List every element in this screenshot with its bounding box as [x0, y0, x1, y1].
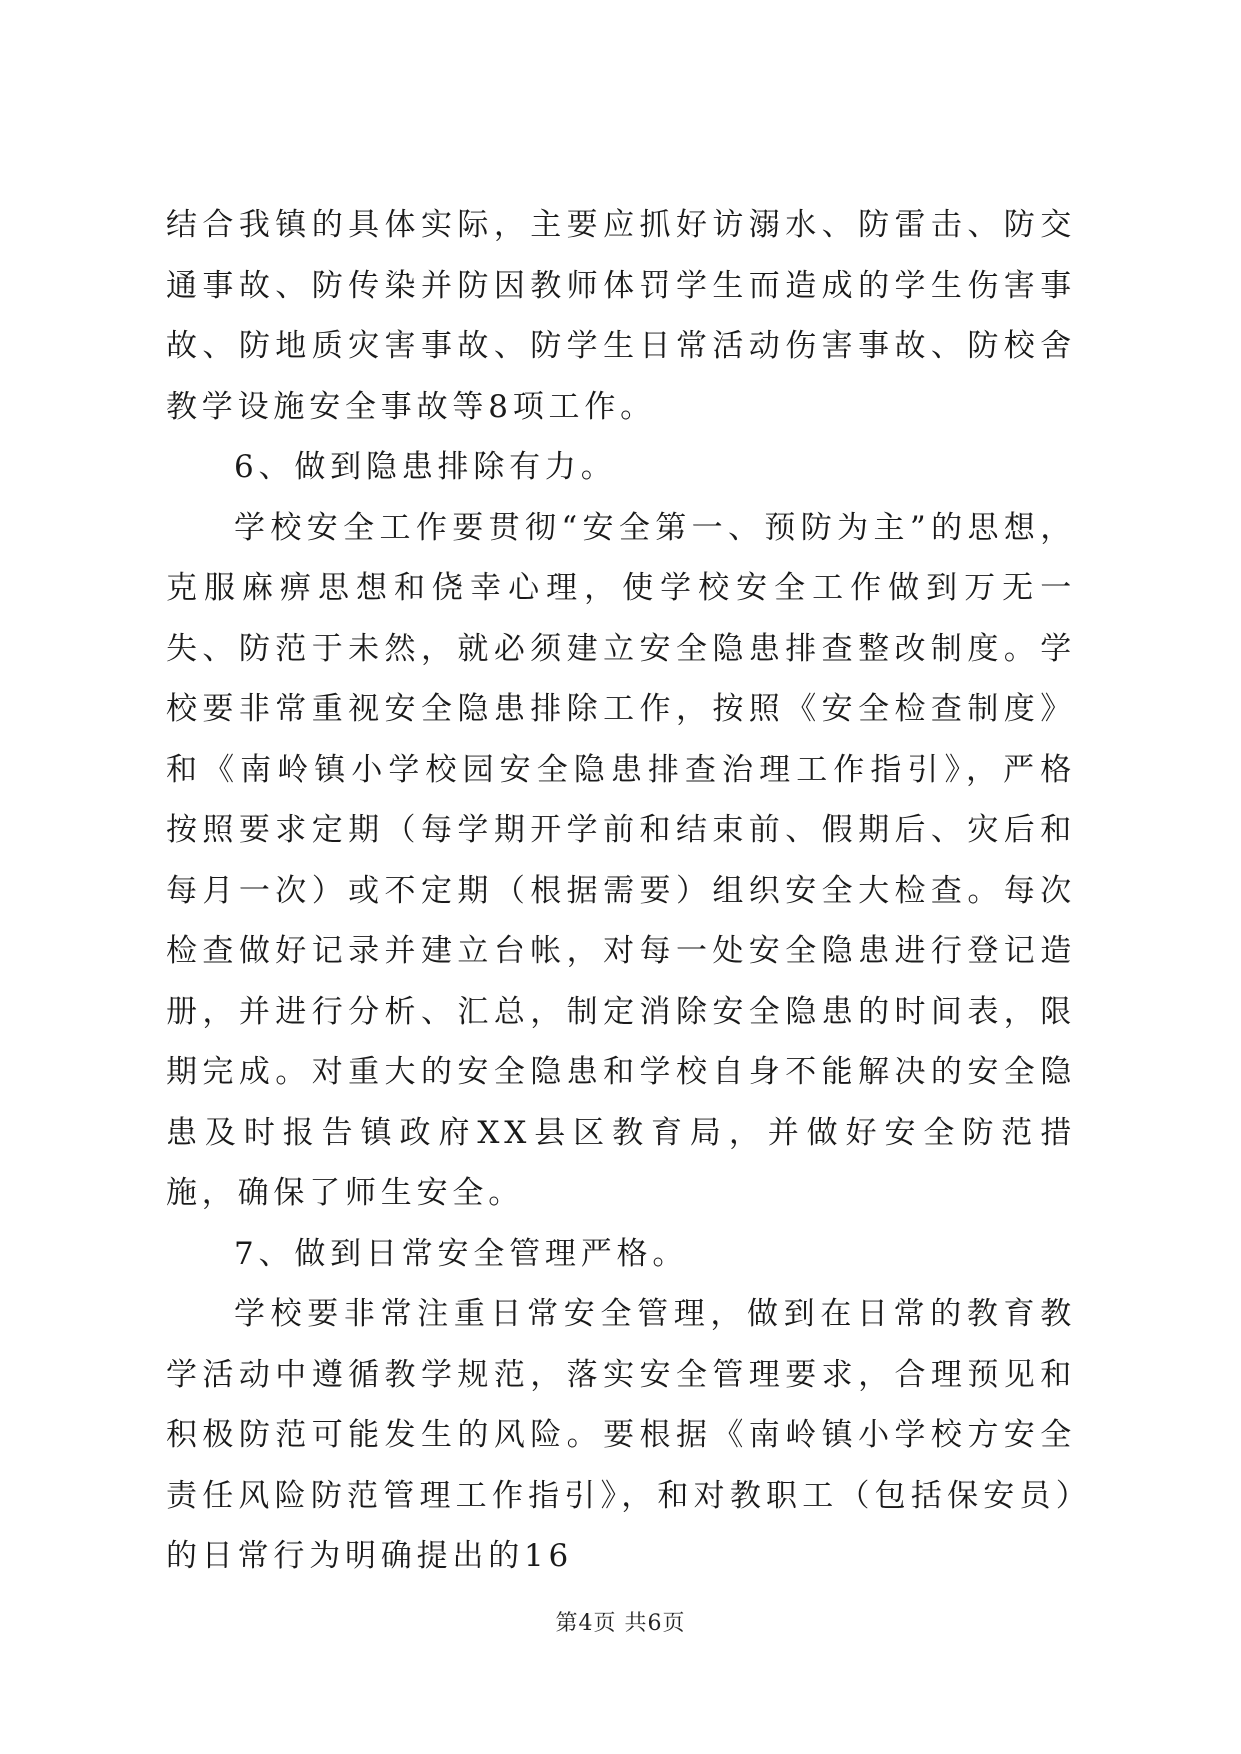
page-number-footer: 第4页 共6页: [555, 1611, 686, 1636]
section-heading-6: 6、做到隐患排除有力。: [234, 449, 617, 485]
paragraph-1: 结合我镇的具体实际，主要应抓好访溺水、防雷击、防交通事故、防传染并防因教师体罚学生而造成的学生伤害事故、防地质灾害事故、防学生日常活动伤害事故、防校舍教学设施安全事故等8项工作。: [166, 207, 1076, 425]
paragraph-hazard-elimination: 学校安全工作要贯彻“安全第一、预防为主”的思想，克服麻痹思想和侥幸心理，使学校安全工作做到万无一失、防范于未然，就必须建立安全隐患排查整改制度。学校要非常重视安全隐患排除工作，按照《安全检查制度》和《南岭镇小学校园安全隐患排查治理工作指引》，严格按照要求定期（每学期开学前和结束前、假期后、灾后和每月一次）或不定期（根据需要）组织安全大检查。每次检查做好记录并建立台帐，对每一处安全隐患进行登记造册，并进行分析、汇总，制定消除安全隐患的时间表，限期完成。对重大的安全隐患和学校自身不能解决的安全隐患及时报告镇政府XX县区教育局，并做好安全防范措施，确保了师生安全。: [166, 509, 1076, 1211]
section-heading-7: 7、做到日常安全管理严格。: [234, 1235, 689, 1272]
document-body: [166, 195, 1076, 1587]
paragraph-daily-safety: 学校要非常注重日常安全管理，做到在日常的教育教学活动中遵循教学规范，落实安全管理要求，合理预见和积极防范可能发生的风险。要根据《南岭镇小学校方安全责任风险防范管理工作指引》，和对教职工（包括保安员）的日常行为明确提出的16: [166, 1296, 1076, 1574]
